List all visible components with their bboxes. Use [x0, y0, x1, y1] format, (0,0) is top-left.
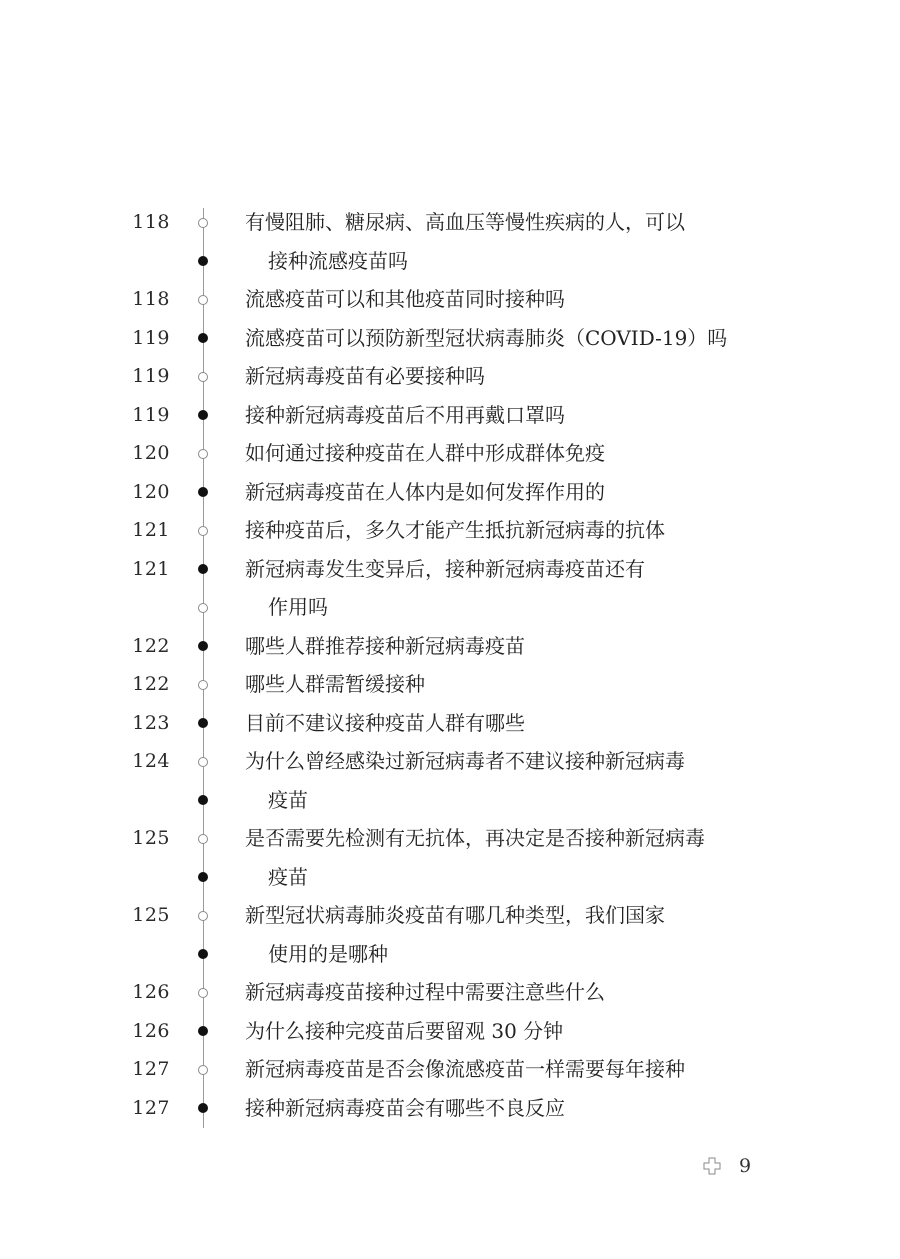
toc-entry[interactable] [0, 588, 900, 627]
toc-page-number: 119 [132, 365, 170, 387]
toc-page-number: 119 [132, 403, 170, 426]
toc-entry-title: 哪些人群需暂缓接种 [245, 672, 425, 696]
toc-page-number: 121 [132, 519, 170, 541]
toc-entry-title: 流感疫苗可以和其他疫苗同时接种吗 [245, 287, 565, 311]
solid-dot-icon [198, 256, 208, 266]
toc-entry[interactable] [0, 819, 900, 858]
toc-entry[interactable] [0, 511, 900, 550]
toc-entry-title: 新冠病毒疫苗在人体内是如何发挥作用的 [245, 479, 605, 504]
toc-entry-title: 新冠病毒疫苗接种过程中需要注意些什么 [245, 980, 605, 1004]
toc-page-number: 121 [132, 557, 170, 580]
toc-entry-title: 为什么曾经感染过新冠病毒者不建议接种新冠病毒 [245, 749, 685, 773]
toc-page-number: 123 [132, 711, 170, 734]
solid-dot-icon [198, 641, 208, 651]
solid-dot-icon [198, 718, 208, 728]
solid-dot-icon [198, 487, 208, 497]
toc-entry-title: 有慢阻肺、糖尿病、高血压等慢性疾病的人，可以 [245, 210, 685, 234]
toc-page-number: 122 [132, 634, 170, 657]
toc-page-number: 126 [132, 1019, 170, 1042]
toc-entry[interactable] [0, 203, 900, 242]
toc-entry-title: 哪些人群推荐接种新冠病毒疫苗 [245, 633, 525, 658]
hollow-dot-icon [198, 834, 208, 844]
toc-entry[interactable] [0, 242, 900, 281]
hollow-dot-icon [198, 911, 208, 921]
solid-dot-icon [198, 410, 208, 420]
toc-entry-continuation: 疫苗 [268, 787, 308, 812]
toc-page-number: 124 [132, 750, 170, 772]
hollow-dot-icon [198, 1065, 208, 1075]
toc-entry-title: 为什么接种完疫苗后要留观 30 分钟 [245, 1018, 564, 1043]
solid-dot-icon [198, 949, 208, 959]
hollow-dot-icon [198, 757, 208, 767]
toc-page-number: 125 [132, 904, 170, 926]
hollow-dot-icon [198, 988, 208, 998]
toc-page-number: 126 [132, 981, 170, 1003]
toc-entry-continuation: 作用吗 [268, 595, 328, 619]
toc-entry-title: 新型冠状病毒肺炎疫苗有哪几种类型，我们国家 [245, 903, 665, 927]
toc-entry-title: 新冠病毒发生变异后，接种新冠病毒疫苗还有 [245, 556, 645, 581]
toc-entry[interactable] [0, 704, 900, 743]
hollow-dot-icon [198, 295, 208, 305]
hollow-dot-icon [198, 372, 208, 382]
solid-dot-icon [198, 1103, 208, 1113]
page-number: 9 [739, 1155, 752, 1177]
toc-entry[interactable] [0, 1012, 900, 1051]
toc-entry[interactable] [0, 434, 900, 473]
hollow-dot-icon [198, 603, 208, 613]
toc-entry[interactable] [0, 550, 900, 589]
toc-entry-title: 目前不建议接种疫苗人群有哪些 [245, 710, 525, 735]
solid-dot-icon [198, 333, 208, 343]
toc-page-number: 119 [132, 326, 170, 349]
toc-page-number: 120 [132, 442, 170, 464]
toc-page-number: 122 [132, 673, 170, 695]
toc-entry-continuation: 疫苗 [268, 864, 308, 889]
medical-cross-icon [703, 1157, 721, 1175]
toc-entry[interactable] [0, 1089, 900, 1128]
toc-list [0, 203, 900, 1127]
toc-entry-title: 如何通过接种疫苗在人群中形成群体免疫 [245, 441, 605, 465]
toc-entry[interactable] [0, 781, 900, 820]
toc-page-number: 120 [132, 480, 170, 503]
toc-entry[interactable] [0, 1050, 900, 1089]
page-footer [703, 1152, 751, 1180]
solid-dot-icon [198, 795, 208, 805]
toc-entry[interactable] [0, 396, 900, 435]
toc-entry-title: 新冠病毒疫苗是否会像流感疫苗一样需要每年接种 [245, 1057, 685, 1081]
hollow-dot-icon [198, 449, 208, 459]
toc-entry[interactable] [0, 665, 900, 704]
toc-entry[interactable] [0, 473, 900, 512]
toc-entry[interactable] [0, 280, 900, 319]
solid-dot-icon [198, 564, 208, 574]
toc-entry-continuation: 使用的是哪种 [268, 941, 388, 966]
toc-entry-continuation: 接种流感疫苗吗 [268, 248, 408, 273]
toc-page-number: 125 [132, 827, 170, 849]
toc-entry-title: 接种新冠病毒疫苗后不用再戴口罩吗 [245, 402, 565, 427]
toc-page-number: 127 [132, 1096, 170, 1119]
solid-dot-icon [198, 872, 208, 882]
toc-entry-title: 流感疫苗可以预防新型冠状病毒肺炎（COVID-19）吗 [245, 325, 728, 350]
toc-page-number: 127 [132, 1058, 170, 1080]
hollow-dot-icon [198, 526, 208, 536]
toc-entry-title: 接种疫苗后，多久才能产生抵抗新冠病毒的抗体 [245, 518, 665, 542]
toc-entry[interactable] [0, 627, 900, 666]
hollow-dot-icon [198, 680, 208, 690]
toc-entry[interactable] [0, 973, 900, 1012]
toc-entry-title: 接种新冠病毒疫苗会有哪些不良反应 [245, 1095, 565, 1120]
toc-entry-title: 新冠病毒疫苗有必要接种吗 [245, 364, 485, 388]
toc-page-number: 118 [132, 288, 170, 310]
solid-dot-icon [198, 1026, 208, 1036]
toc-entry[interactable] [0, 742, 900, 781]
toc-page-number: 118 [132, 211, 170, 233]
toc-entry[interactable] [0, 935, 900, 974]
toc-entry[interactable] [0, 896, 900, 935]
toc-entry[interactable] [0, 319, 900, 358]
hollow-dot-icon [198, 218, 208, 228]
toc-entry[interactable] [0, 858, 900, 897]
toc-entry[interactable] [0, 357, 900, 396]
toc-entry-title: 是否需要先检测有无抗体，再决定是否接种新冠病毒 [245, 826, 705, 850]
